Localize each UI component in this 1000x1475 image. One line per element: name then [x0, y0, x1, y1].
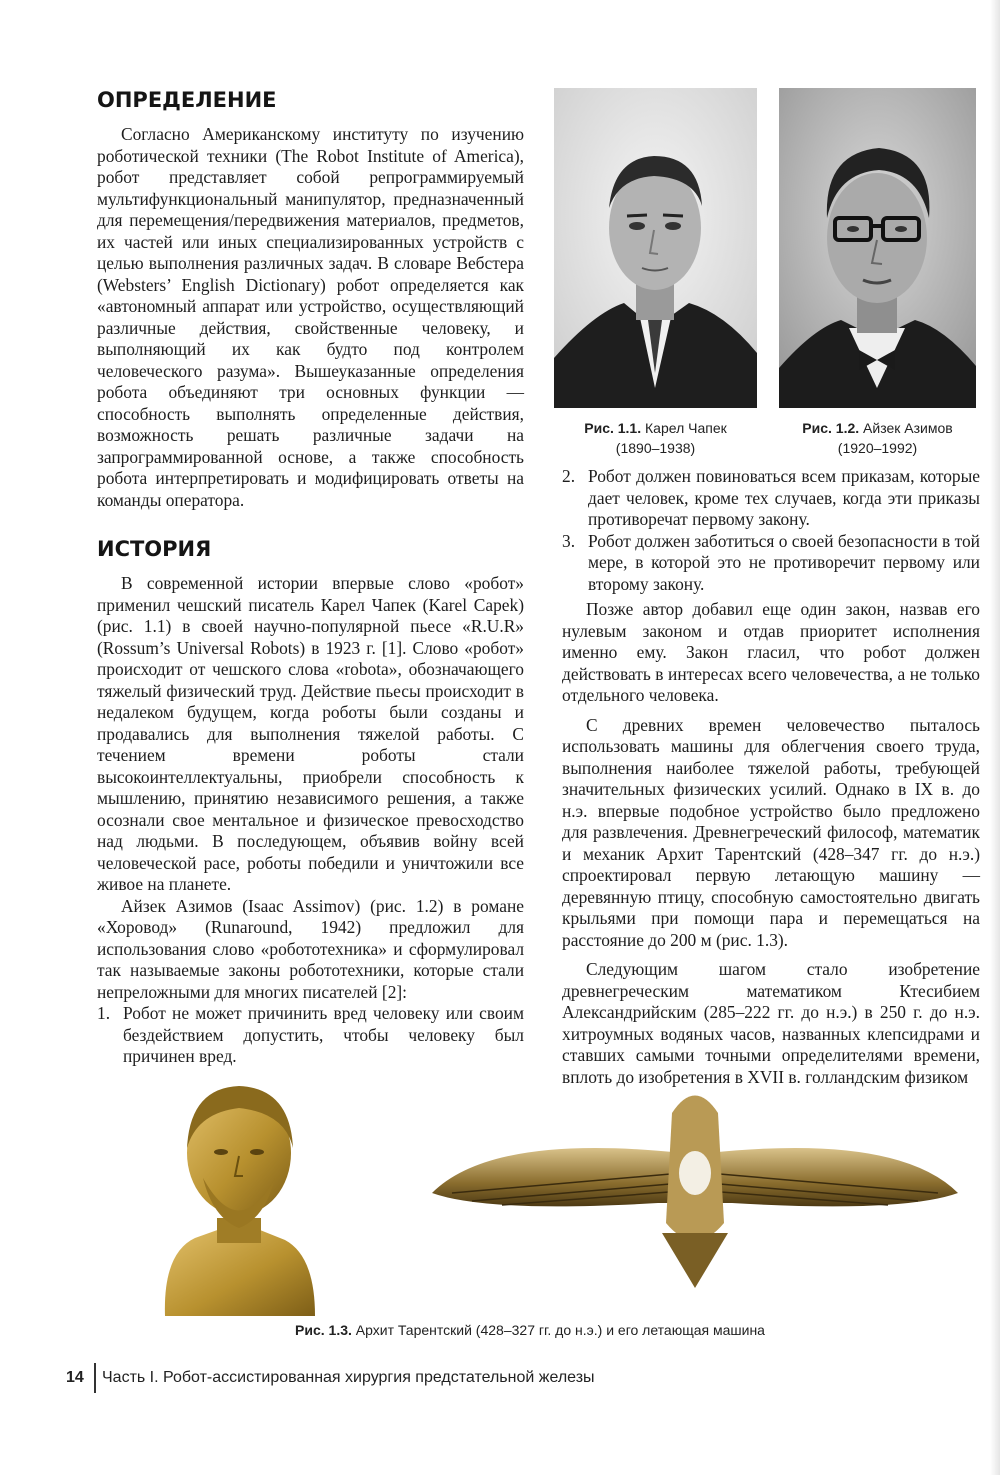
history-text — [97, 573, 524, 1068]
page-number: 14 — [66, 1369, 84, 1386]
portrait-illustration-capek — [554, 88, 757, 408]
law-text-3: Робот должен заботиться о своей безопасности в той мере, в которой это не противоречит первому или второму закону. — [588, 530, 980, 594]
figure-1-2-name: Айзек Азимов — [863, 420, 953, 436]
figure-1-2-label: Рис. 1.2. — [802, 420, 860, 436]
ctesibius-paragraph: Следующим шагом стало изобретение древнегреческим математиком Ктесибием Александрийским (285–222 гг. до н.э.) в 250 г. до н.э. хитроумных водяных часов, названных клепсидрами и ставших самыми точными определителями времени, вплоть до изобретения в XVII в. голландским физиком — [562, 959, 980, 1087]
figure-1-1-caption — [554, 418, 757, 458]
isaac-asimov-photo — [779, 88, 976, 408]
bust-illustration — [155, 1068, 323, 1316]
right-column-text — [562, 466, 980, 1088]
figure-1-1-name: Карел Чапек — [645, 420, 727, 436]
zeroth-law-paragraph: Позже автор добавил еще один закон, назвав его нулевым законом и отдав приоритет исполнения именно ему. Закон гласил, что робот должен действовать в интересах всего человечества, а не только отдельного человека. — [562, 599, 980, 705]
figure-1-3-text: Архит Тарентский (428–327 гг. до н.э.) и его летающая машина — [355, 1322, 765, 1338]
definition-heading: ОПРЕДЕЛЕНИЕ — [97, 88, 277, 112]
history-heading: ИСТОРИЯ — [97, 537, 212, 561]
wooden-bird-illustration — [432, 1083, 958, 1293]
figure-1-3-label: Рис. 1.3. — [295, 1322, 352, 1338]
portrait-illustration-asimov — [779, 88, 976, 408]
figure-1-3-caption — [150, 1320, 910, 1340]
footer-separator — [94, 1363, 96, 1393]
law-number-3: 3. — [562, 530, 576, 551]
figure-1-2-years: (1920–1992) — [837, 440, 918, 456]
karel-capek-photo — [554, 88, 757, 408]
flying-machine-image — [432, 1083, 958, 1293]
definition-paragraph: Согласно Американскому институту по изучению роботической техники (The Robot Institute of America), робот представляет собой репрограммируемый мультифункциональный манипулятор, предназначенный для перемещения/передвижения материалов, предметов, их частей или иных специализированных устройств с целью выполнения различных задач. В словаре Вебстера (Websters’ English Dictionary) робот определяется как «автономный аппарат или устройство, осуществляющий различные действия, свойственные человеку, и выполняющий их как будто под контролем человеческого разума». Вышеуказанные определения робота объединяют три основных функции — способность выполнять определенные действия, возможность решать различные задачи на запрограммированной основе, а также способность робота интерпретировать и модифицировать ответы на команды оператора. — [97, 124, 524, 510]
page-edge-shadow — [990, 0, 1000, 1475]
law-text-2: Робот должен повиноваться всем приказам, которые дает человек, кроме тех случаев, когда эти приказы противоречат первому закону. — [588, 466, 980, 529]
law-number-2: 2. — [562, 466, 576, 486]
page-footer — [66, 1363, 595, 1393]
law-item-3 — [562, 531, 980, 596]
history-paragraph-1: В современной истории впервые слово «робот» применил чешский писатель Карел Чапек (Karel Capek) (рис. 1.1) в своей научно-популярной пьесе «R.U.R» (Rossum’s Universal Robots) в 1923 г. [1]. Слово «робот» происходит от чешского слова «robota», обозначающего тяжелый физический труд. Действие пьесы происходит в недалеком будущем, когда роботы были созданы и продавались для выполнения тяжелой работы. С течением времени роботы стали высокоинтеллектуальны, приобрели способность к мышлению, принятию независимого решения, а также осознали свое ментальное и физическое превосходство над людьми. В последующем, объявив войну всей человеческой расе, роботы победили и уничтожили все живое на планете. — [97, 573, 524, 894]
law-number-1: 1. — [97, 1003, 111, 1023]
chapter-title: Часть I. Робот-ассистированная хирургия предстательной железы — [102, 1369, 595, 1386]
robotics-laws-list-start — [97, 1003, 524, 1068]
history-paragraph-2: Айзек Азимов (Isaac Assimov) (рис. 1.2) в романе «Хоровод» (Runaround, 1942) предложил для использования слово «робототехника» и сформулировал так называемые законы робототехники, которые стали непреложными для многих писателей [2]: — [97, 895, 524, 1002]
ancient-machines-paragraph: С древних времен человечество пыталось использовать машины для облегчения своего труда, выполнения наиболее тяжелой работы, требующей значительных физических усилий. Однако в IX в. до н.э. впервые подобное устройство было предложено для развлечения. Древнегреческий философ, математик и механик Архит Тарентский (428–347 гг. до н.э.) спроектировал первую летающую машину — деревянную птицу, способную самостоятельно двигать крыльями при помощи пара и перемещаться на расстояние до 200 м (рис. 1.3). — [562, 714, 980, 950]
figure-1-2-caption — [779, 418, 976, 458]
law-text-1: Робот не может причинить вред человеку или своим бездействием допустить, чтобы человеку был причинен вред. — [123, 1003, 524, 1066]
robotics-laws-list-continued — [562, 466, 980, 595]
law-item-2 — [562, 466, 980, 531]
archytas-bust-image — [155, 1068, 323, 1316]
figure-1-1-years: (1890–1938) — [615, 440, 696, 456]
definition-text — [97, 124, 524, 511]
law-item-1 — [97, 1003, 524, 1068]
figure-1-1-label: Рис. 1.1. — [584, 420, 642, 436]
